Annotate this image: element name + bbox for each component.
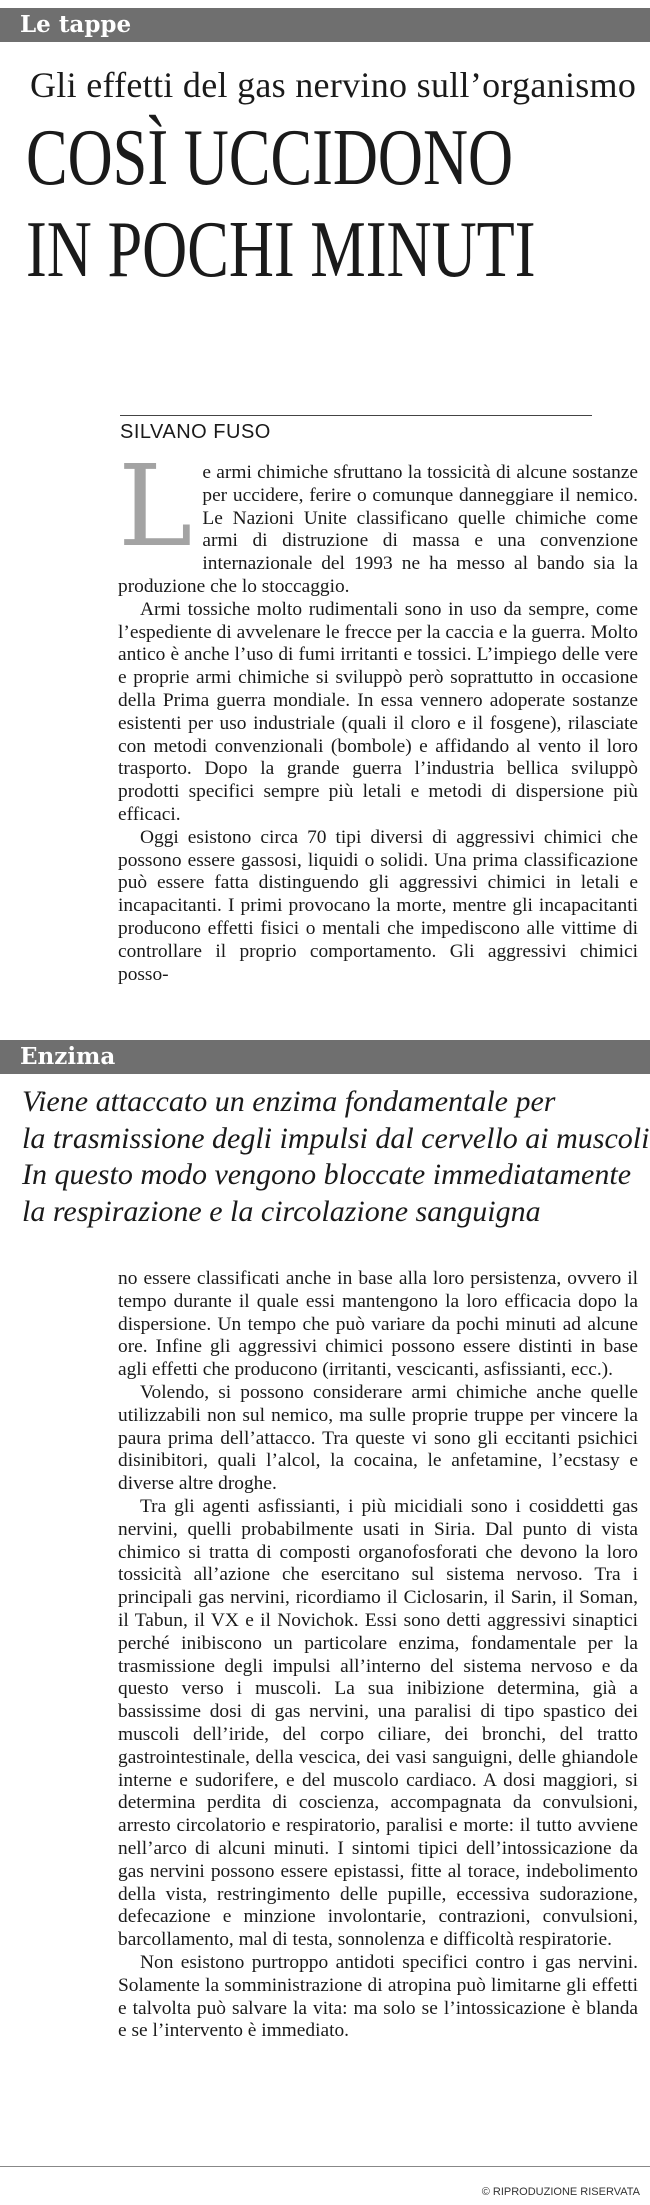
section-label-bar xyxy=(0,1040,650,1074)
copyright-notice: © RIPRODUZIONE RISERVATA xyxy=(481,2186,640,2198)
section-label: Enzima xyxy=(20,1043,116,1070)
byline-divider xyxy=(120,415,592,416)
article-paragraph: Armi tossiche molto rudimentali sono in uso da sempre, come l’espediente di avvelenare le frecce per la caccia e la guerra. Molto antico è anche l’uso di fumi irritanti e tossici. L’impiego delle vere e proprie armi chimiche si sviluppò però soprattutto in occasione della Prima guerra mondiale. In essa vennero adoperate sostanze esistenti per uso industriale (quali il cloro e il fosgene), rilasciate con metodi convenzionali (bombole) e affidando al vento il loro trasporto. Dopo la grande guerra l’industria bellica sviluppò prodotti specifici sempre più letali e metodi di dispersione più efficaci. xyxy=(118,598,638,825)
pull-quote-line: la trasmissione degli impulsi dal cervello ai muscoli xyxy=(22,1121,650,1155)
article-paragraph xyxy=(118,442,638,599)
article-subtitle: Gli effetti del gas nervino sull’organismo xyxy=(30,65,637,105)
article-body-top xyxy=(118,442,638,986)
section-label-bar xyxy=(0,8,650,42)
article-paragraph: Volendo, si possono considerare armi chimiche anche quelle utilizzabili non sul nemico, ma sulle proprie truppe per vincere la paura prima dell’attacco. Tra queste vi sono gli eccitanti psichici disinibitori, quali l’alcol, la cocaina, le anfetamine, l’ecstasy e diverse altre droghe. xyxy=(118,1381,638,1495)
author-byline: SILVANO FUSO xyxy=(120,421,271,443)
pull-quote xyxy=(22,1084,650,1230)
headline-line-2: IN POCHI MINUTI xyxy=(26,206,536,294)
article-paragraph: Tra gli agenti asfissianti, i più micidiali sono i cosiddetti gas nervini, quelli probabilmente usati in Siria. Dal punto di vista chimico si tratta di composti organofosforati che devono la loro tossicità all’azione che esercitano sul sistema nervoso. Tra i principali gas nervini, ricordiamo il Ciclosarin, il Sarin, il Soman, il Tabun, il VX e il Novichok. Essi sono detti aggressivi sinaptici perché inibiscono un particolare enzima, fondamentale per la trasmissione degli impulsi all’interno del sistema nervoso e da questo verso i muscoli. La sua inibizione determina, già a bassissime dosi di gas nervini, una paralisi di tipo spastico dei muscoli dell’iride, del corpo ciliare, dei bronchi, del tratto gastrointestinale, della vescica, dei vasi sanguigni, delle ghiandole interne e sudorifere, e del muscolo cardiaco. A dosi maggiori, si determina perdita di coscienza, accompagnata da convulsioni, arresto circolatorio e respiratorio, paralisi e morte: il tutto avviene nell’arco di alcuni minuti. I sintomi tipici dell’intossicazione da gas nervini possono essere epistassi, fitte al torace, indebolimento della vista, restringimento delle pupille, eccessiva sudorazione, defecazione e minzione involontarie, contrazioni, convulsioni, barcollamento, mal di testa, sonnolenza e difficoltà respiratorie. xyxy=(118,1495,638,1951)
footer-divider xyxy=(0,2166,650,2167)
article-body-bottom xyxy=(118,1268,638,2043)
article-paragraph: no essere classificati anche in base alla loro persistenza, ovvero il tempo durante il quale essi mantengono la loro efficacia dopo la dispersione. Un tempo che può variare da pochi minuti ad alcune ore. Infine gli aggressivi chimici possono essere distinti in base agli effetti che producono (irritanti, vescicanti, asfissianti, ecc.). xyxy=(118,1268,638,1381)
article-paragraph: Oggi esistono circa 70 tipi diversi di aggressivi chimici che possono essere gassosi, liquidi o solidi. Una prima classificazione può essere fatta distinguendo gli aggressivi chimici in letali e incapacitanti. I primi provocano la morte, mentre gli incapacitanti producono effetti fisici o mentali che impediscono alle vittime di controllare il proprio comportamento. Gli aggressivi chimici posso- xyxy=(118,826,638,985)
pull-quote-line: In questo modo vengono bloccate immediatamente xyxy=(22,1158,632,1191)
article-paragraph: Non esistono purtroppo antidoti specifici contro i gas nervini. Solamente la somministrazione di atropina può limitarne gli effetti e talvolta può salvare la vita: ma solo se l’intossicazione è blanda e se l’intervento è immediato. xyxy=(118,1951,638,2042)
pull-quote-line: la respirazione e la circolazione sanguigna xyxy=(22,1194,541,1228)
drop-cap: L xyxy=(118,442,193,572)
section-label: Le tappe xyxy=(20,11,132,38)
headline-line-1: COSÌ UCCIDONO xyxy=(26,114,514,202)
paragraph-text: e armi chimiche sfruttano la tossicità di alcune sostanze per uccidere, ferire o comunque danneggiare il nemico. Le Nazioni Unite classificano quelle chimiche come armi di distruzione di massa e una convenzione internazionale del 1993 ne ha messo al bando sia la produzione che lo stoccaggio. xyxy=(118,462,638,597)
pull-quote-line: Viene attaccato un enzima fondamentale per xyxy=(22,1085,556,1118)
